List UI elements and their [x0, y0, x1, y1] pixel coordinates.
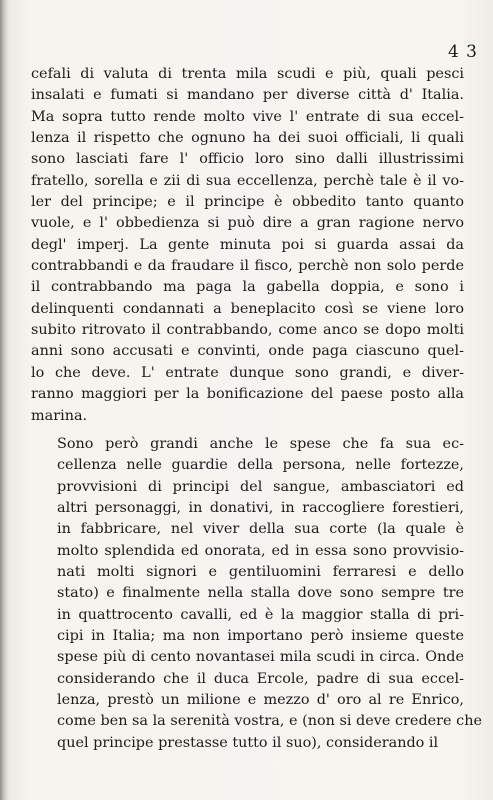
text-line: delinquenti condannati a beneplacito così se viene loro [31, 300, 464, 317]
text-line: vuole, e l' obbedienza si può dire a gran ragione nervo [31, 215, 464, 232]
page-number: 4 3 [447, 42, 478, 62]
text-line: nati molti signori e gentiluomini ferraresi e dello [57, 563, 464, 580]
text-line: fratello, sorella e zii di sua eccellenza, perchè tale è il vo- [31, 172, 464, 189]
text-line: Ma sopra tutto rende molto vive l' entrate di sua eccel- [31, 108, 464, 125]
text-line: cellenza nelle guardie della persona, nelle fortezze, [57, 457, 464, 474]
text-line: in fabbricare, nel viver della sua corte (la quale è [57, 521, 464, 538]
binding-shadow [0, 0, 8, 800]
text-line: provvisioni di principi del sangue, ambasciatori ed [57, 478, 464, 495]
text-line: lo che deve. L' entrate dunque sono grandi, e diver- [31, 364, 464, 381]
text-line: cipi in Italia; ma non importano però insieme queste [57, 627, 464, 644]
text-line: marina. [31, 407, 88, 424]
text-line: ler del principe; e il principe è obbedito tanto quanto [31, 194, 464, 211]
text-line: insalati e fumati si mandano per diverse città d' Italia. [31, 87, 464, 104]
paragraph-2 [31, 434, 482, 754]
text-line: anni sono accusati e convinti, onde paga ciascuno quel- [31, 343, 464, 360]
text-line: lenza il rispetto che ognuno ha dei suoi officiali, li quali [31, 130, 464, 147]
text-line: il contrabbando ma paga la gabella doppia, e sono i [31, 279, 464, 296]
text-line: altri personaggi, in donativi, in raccogliere forestieri, [57, 499, 464, 516]
text-line: in quattrocento cavalli, ed è la maggior stalla di pri- [57, 606, 464, 623]
body-text [31, 64, 482, 754]
text-line: degl' imperj. La gente minuta poi si guarda assai da [31, 236, 464, 253]
text-line: stato) e finalmente nella stalla dove sono sempre tre [57, 585, 464, 602]
text-line: cefali di valuta di trenta mila scudi e più, quali pesci [31, 66, 464, 82]
text-line: considerando che il duca Ercole, padre di sua eccel- [57, 670, 464, 687]
text-line: Sono però grandi anche le spese che fa sua ec- [57, 435, 464, 452]
text-line: sono lasciati fare l' officio loro sino dalli illustrissimi [31, 151, 464, 168]
text-line: quel principe prestasse tutto il suo), considerando il [57, 734, 439, 751]
text-line: spese più di cento novantasei mila scudi in circa. Onde [57, 649, 464, 666]
text-line: subito ritrovato il contrabbando, come anco se dopo molti [31, 322, 464, 339]
text-line: lenza, prestò un milione e mezzo d' oro al re Enrico, [57, 691, 464, 708]
paragraph-1 [31, 64, 464, 427]
text-line: come ben sa la serenità vostra, e (non si deve credere che [57, 713, 482, 730]
text-line: molto splendida ed onorata, ed in essa sono provvisio- [57, 542, 464, 559]
text-line: ranno maggiori per la bonificazione del paese posto alla [31, 386, 464, 403]
text-line: contrabbandi e da fraudare il fisco, perchè non solo perde [31, 258, 464, 275]
